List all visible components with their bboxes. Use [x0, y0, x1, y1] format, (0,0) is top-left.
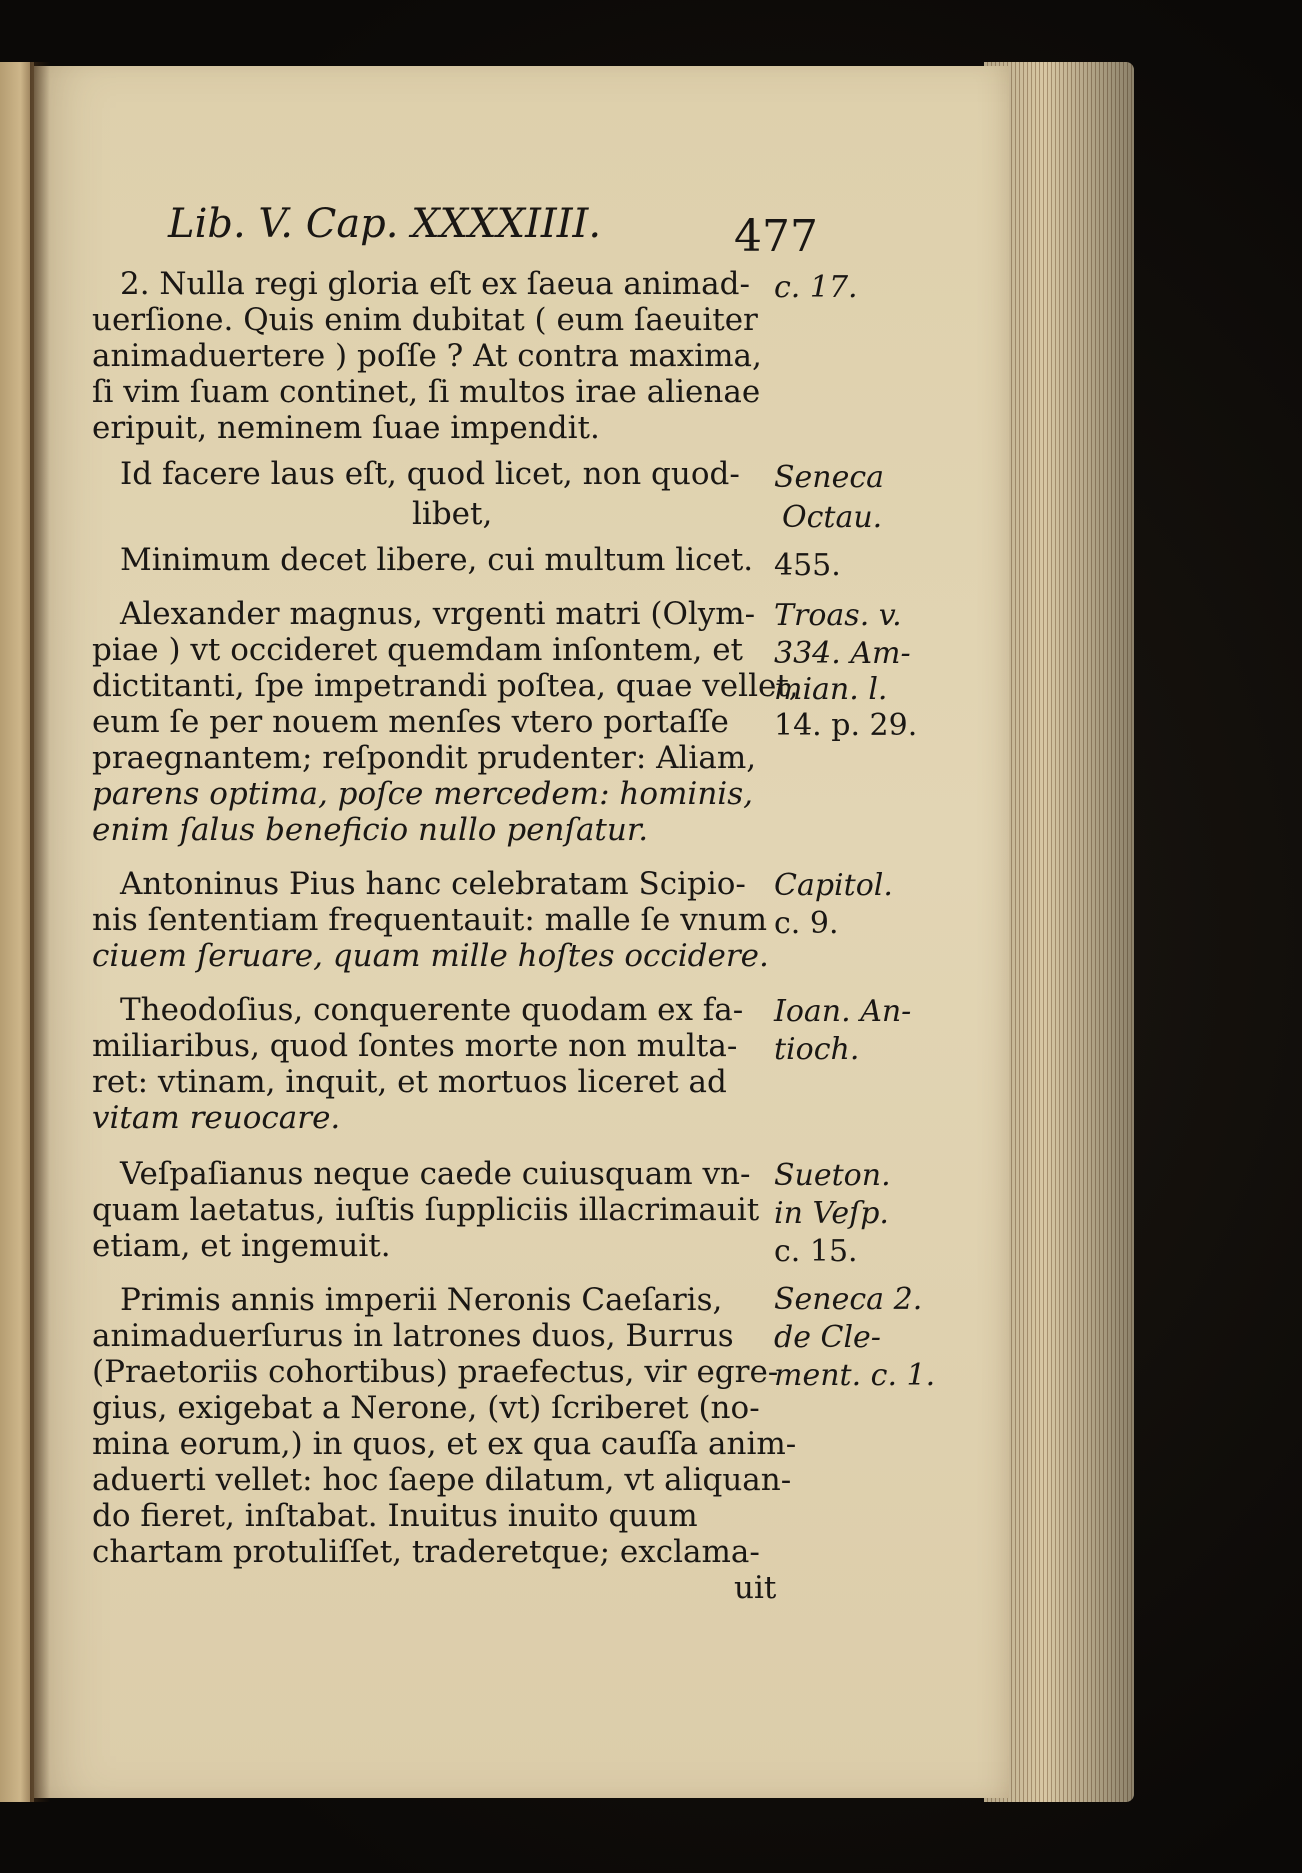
text-line: nis ſententiam frequentauit: malle ſe vnum: [92, 902, 768, 938]
text-line: animaduerſurus in latrones duos, Burrus: [92, 1318, 734, 1354]
text-line: 2. Nulla regi gloria eſt ex ſaeua animad-: [120, 266, 750, 302]
margin-note: Seneca 2.: [774, 1282, 923, 1317]
text-line: ſi vim ſuam continet, ſi multos irae alienae: [92, 374, 761, 410]
text-line: eum ſe per nouem menſes vtero portaſſe: [92, 704, 729, 740]
text-line: piae ) vt occideret quemdam inſontem, et: [92, 632, 743, 668]
margin-note: Sueton.: [774, 1158, 891, 1193]
margin-note: Troas. v.: [774, 598, 902, 633]
text-line: aduerti vellet: hoc ſaepe dilatum, vt aliquan-: [92, 1462, 792, 1498]
text-line: gius, exigebat a Nerone, (vt) ſcriberet (no-: [92, 1390, 760, 1426]
margin-note: c. 17.: [774, 270, 858, 305]
text-line: animaduertere ) poſſe ? At contra maxima,: [92, 338, 762, 374]
text-line: miliaribus, quod ſontes morte non multa-: [92, 1028, 738, 1064]
text-line: (Praetoriis cohortibus) praefectus, vir egre-: [92, 1354, 779, 1390]
text-line: uerſione. Quis enim dubitat ( eum ſaeuiter: [92, 302, 758, 338]
previous-page-edge: [0, 62, 34, 1802]
text-line: etiam, et ingemuit.: [92, 1228, 391, 1264]
text-line: Theodoſius, conquerente quodam ex fa-: [120, 992, 744, 1028]
spine-shadow: [30, 62, 50, 1802]
text-line: libet,: [412, 496, 493, 532]
margin-note: de Cle-: [774, 1320, 881, 1355]
text-line: Antoninus Pius hanc celebratam Scipio-: [120, 866, 746, 902]
margin-note: tioch.: [774, 1032, 860, 1067]
text-line: quam laetatus, iuſtis ſuppliciis illacrimauit: [92, 1192, 760, 1228]
text-line: eripuit, neminem ſuae impendit.: [92, 410, 600, 446]
text-line: do fieret, inſtabat. Inuitus inuito quum: [92, 1498, 698, 1534]
margin-note: Capitol.: [774, 868, 893, 903]
text-line: Veſpaſianus neque caede cuiusquam vn-: [120, 1156, 751, 1192]
margin-note: Seneca: [774, 460, 885, 495]
text-line: Alexander magnus, vrgenti matri (Olym-: [120, 596, 756, 632]
margin-note: 14. p. 29.: [774, 708, 918, 743]
running-head: Lib. V. Cap. XXXXIIII.: [168, 201, 602, 247]
margin-note: 334. Am-: [774, 636, 911, 671]
text-line: enim ſalus beneficio nullo penſatur.: [92, 812, 649, 848]
margin-note: c. 15.: [774, 1234, 858, 1269]
margin-note: c. 9.: [774, 906, 839, 941]
page-number: 477: [734, 211, 818, 262]
text-line: praegnantem; reſpondit prudenter: Aliam,: [92, 740, 757, 776]
text-line: uit: [734, 1570, 777, 1606]
margin-note: Ioan. An-: [774, 994, 912, 1029]
text-line: dictitanti, ſpe impetrandi poſtea, quae vellet,: [92, 668, 799, 704]
text-line: Primis annis imperii Neronis Caeſaris,: [120, 1282, 723, 1318]
text-line: mina eorum,) in quos, et ex qua cauſſa anim-: [92, 1426, 797, 1462]
text-line: Minimum decet libere, cui multum licet.: [120, 542, 754, 578]
text-line: chartam protuliſſet, traderetque; exclama-: [92, 1534, 760, 1570]
text-line: ret: vtinam, inquit, et mortuos liceret ad: [92, 1064, 727, 1100]
text-line: Id facere laus eſt, quod licet, non quod-: [120, 456, 740, 492]
margin-note: Octau.: [782, 500, 883, 535]
margin-note: ment. c. 1.: [774, 1358, 936, 1393]
text-line: vitam reuocare.: [92, 1100, 341, 1136]
margin-note: mian. l.: [774, 672, 888, 707]
margin-note: in Veſp.: [774, 1196, 889, 1231]
text-line: ciuem ſeruare, quam mille hoſtes occidere.: [92, 938, 769, 974]
book-page: [34, 66, 1009, 1798]
text-line: parens optima, poſce mercedem: hominis,: [92, 776, 753, 812]
margin-note: 455.: [774, 548, 841, 583]
